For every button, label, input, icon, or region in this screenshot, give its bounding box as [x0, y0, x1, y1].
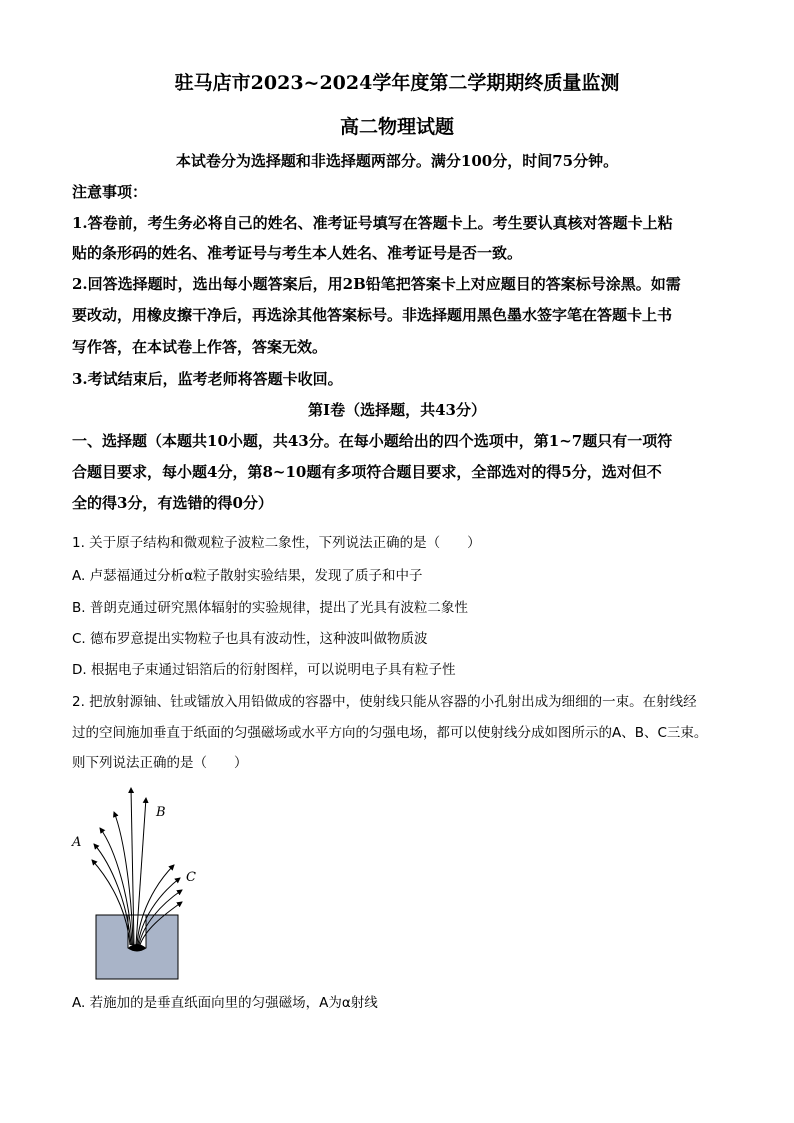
label-c: C — [186, 870, 196, 885]
label-a: A — [72, 835, 82, 850]
notes-line: 1.答卷前，考生务必将自己的姓名、准考证号填写在答题卡上。考生要认真核对答题卡上粘 — [72, 214, 673, 232]
exam-intro: 本试卷分为选择题和非选择题两部分。满分100分，时间75分钟。 — [175, 152, 619, 170]
notes-line: 贴的条形码的姓名、准考证号与考生本人姓名、准考证号是否一致。 — [72, 244, 523, 262]
notes-line: 要改动，用橡皮擦干净后，再选涂其他答案标号。非选择题用黑色墨水签字笔在答题卡上书 — [72, 306, 673, 324]
section-instruction-line: 全的得3分，有选错的得0分） — [72, 494, 273, 512]
exam-title: 驻马店市2023~2024学年度第二学期期终质量监测 — [174, 72, 620, 94]
radiation-beam-figure — [70, 780, 210, 985]
question-2-stem-line: 过的空间施加垂直于纸面的匀强磁场或水平方向的匀强电场，都可以使射线分成如图所示的A、B、C三束。 — [72, 725, 708, 741]
question-1-option-c: C. 德布罗意提出实物粒子也具有波动性，这种波叫做物质波 — [72, 631, 428, 647]
notes-line: 3.考试结束后，监考老师将答题卡收回。 — [72, 370, 343, 388]
question-2-stem-line: 2. 把放射源铀、钍或镭放入用铅做成的容器中，使射线只能从容器的小孔射出成为细细的一束。在射线经 — [72, 694, 697, 710]
notes-line: 2.回答选择题时，选出每小题答案后，用2B铅笔把答案卡上对应题目的答案标号涂黑。如需 — [72, 275, 681, 293]
section-instruction-line: 一、选择题（本题共10小题，共43分。在每小题给出的四个选项中，第1~7题只有一项符 — [72, 432, 673, 450]
notes-heading: 注意事项： — [72, 183, 148, 201]
exam-subtitle: 高二物理试题 — [339, 116, 454, 138]
question-2-option-a: A. 若施加的是垂直纸面向里的匀强磁场，A为α射线 — [72, 995, 378, 1011]
question-1-option-b: B. 普朗克通过研究黑体辐射的实验规律，提出了光具有波粒二象性 — [72, 600, 468, 616]
section-title: 第Ⅰ卷（选择题，共43分） — [308, 401, 486, 419]
question-1-option-d: D. 根据电子束通过铝箔后的衍射图样，可以说明电子具有粒子性 — [72, 662, 456, 678]
question-1-option-a: A. 卢瑟福通过分析α粒子散射实验结果，发现了质子和中子 — [72, 568, 423, 584]
question-2-stem-line: 则下列说法正确的是（ ） — [72, 755, 248, 771]
notes-line: 写作答，在本试卷上作答，答案无效。 — [72, 338, 328, 356]
radiation-diagram — [70, 780, 210, 985]
question-1-stem: 1. 关于原子结构和微观粒子波粒二象性，下列说法正确的是（ ） — [72, 535, 481, 551]
section-instruction-line: 合题目要求，每小题4分，第8~10题有多项符合题目要求，全部选对的得5分，选对但不 — [72, 463, 662, 481]
label-b: B — [156, 805, 166, 820]
